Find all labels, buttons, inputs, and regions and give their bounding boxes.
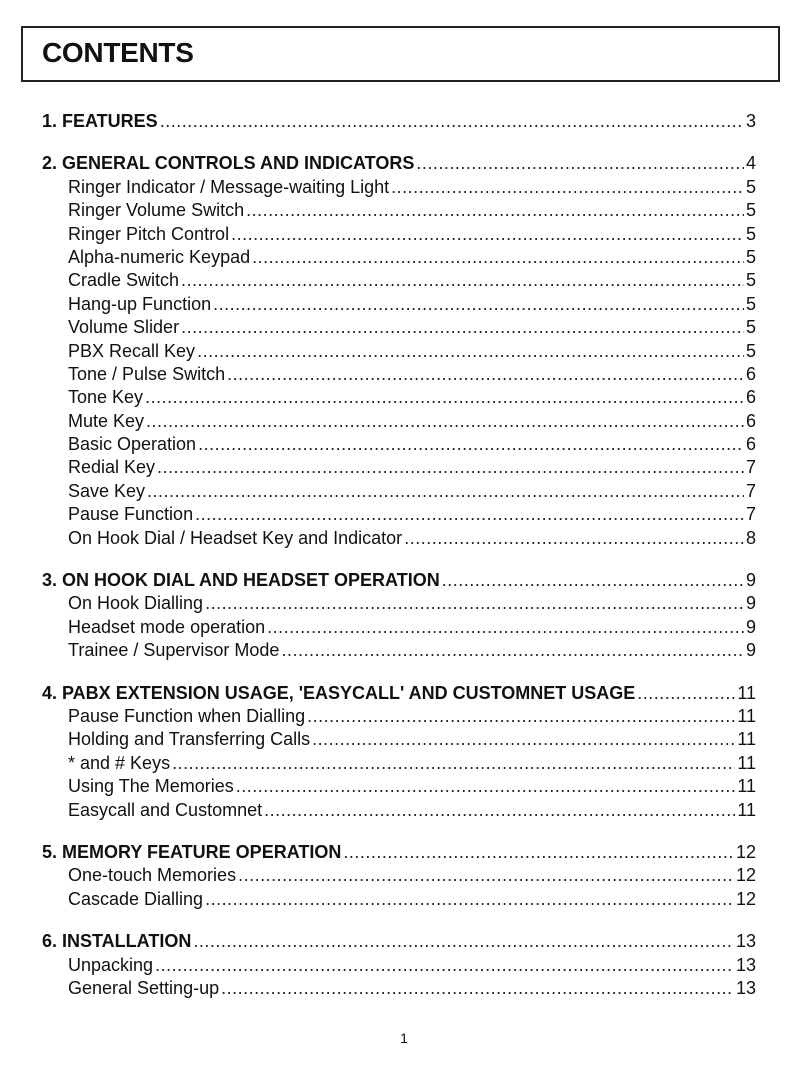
dot-leader: [416, 152, 744, 175]
entry-page: 13: [735, 931, 756, 952]
entry-page: 11: [737, 705, 756, 726]
entry-page: 9: [745, 616, 756, 637]
dot-leader: [198, 433, 744, 456]
toc-item[interactable]: [42, 293, 756, 316]
toc-section: [42, 930, 756, 1000]
entry-label: PBX Recall Key: [68, 340, 196, 361]
dot-leader: [146, 410, 744, 433]
toc-item[interactable]: [42, 527, 756, 550]
toc-item[interactable]: [42, 246, 756, 269]
dot-leader: [312, 728, 735, 751]
toc-section-heading[interactable]: [42, 110, 756, 133]
entry-page: 6: [745, 363, 756, 384]
toc-item[interactable]: [42, 269, 756, 292]
toc-section: [42, 110, 756, 133]
dot-leader: [181, 316, 744, 339]
entry-label: On Hook Dial / Headset Key and Indicator: [68, 527, 403, 548]
entry-label: Basic Operation: [68, 434, 197, 455]
entry-page: 11: [737, 682, 756, 703]
toc-item[interactable]: [42, 340, 756, 363]
toc-item[interactable]: [42, 954, 756, 977]
toc-section-heading[interactable]: [42, 930, 756, 953]
contents-title-box: [21, 26, 780, 82]
toc-section-heading[interactable]: [42, 841, 756, 864]
entry-label: General Setting-up: [68, 977, 220, 998]
toc-item[interactable]: [42, 456, 756, 479]
page-number: 1: [400, 1030, 408, 1046]
entry-page: 11: [737, 729, 756, 750]
dot-leader: [307, 705, 735, 728]
dot-leader: [147, 480, 744, 503]
entry-label: 6. INSTALLATION: [42, 931, 192, 952]
toc-item[interactable]: [42, 639, 756, 662]
toc-section: [42, 841, 756, 911]
entry-page: 11: [737, 776, 756, 797]
dot-leader: [267, 616, 744, 639]
dot-leader: [238, 864, 734, 887]
dot-leader: [172, 752, 735, 775]
toc-item[interactable]: [42, 616, 756, 639]
entry-label: Redial Key: [68, 457, 156, 478]
entry-label: Ringer Volume Switch: [68, 200, 245, 221]
dot-leader: [264, 799, 735, 822]
dot-leader: [246, 199, 744, 222]
entry-label: On Hook Dialling: [68, 593, 204, 614]
entry-label: Hang-up Function: [68, 293, 212, 314]
dot-leader: [157, 456, 744, 479]
entry-page: 12: [735, 841, 756, 862]
entry-page: 5: [745, 317, 756, 338]
entry-label: Mute Key: [68, 410, 145, 431]
toc-section-heading[interactable]: [42, 569, 756, 592]
entry-label: Ringer Pitch Control: [68, 223, 230, 244]
dot-leader: [155, 954, 734, 977]
entry-label: Tone Key: [68, 387, 144, 408]
entry-page: 13: [735, 977, 756, 998]
dot-leader: [160, 110, 744, 133]
toc-item[interactable]: [42, 775, 756, 798]
toc-item[interactable]: [42, 728, 756, 751]
entry-page: 6: [745, 410, 756, 431]
toc-item[interactable]: [42, 433, 756, 456]
toc-item[interactable]: [42, 199, 756, 222]
dot-leader: [252, 246, 744, 269]
entry-page: 13: [735, 954, 756, 975]
dot-leader: [205, 888, 734, 911]
dot-leader: [181, 269, 744, 292]
entry-label: Unpacking: [68, 954, 154, 975]
toc-item[interactable]: [42, 410, 756, 433]
toc-item[interactable]: [42, 799, 756, 822]
toc-section-heading[interactable]: [42, 682, 756, 705]
entry-page: 9: [745, 570, 756, 591]
dot-leader: [193, 930, 734, 953]
entry-page: 11: [737, 799, 756, 820]
dot-leader: [231, 223, 744, 246]
dot-leader: [221, 977, 734, 1000]
entry-label: Tone / Pulse Switch: [68, 363, 226, 384]
dot-leader: [281, 639, 744, 662]
dot-leader: [197, 340, 744, 363]
entry-page: 3: [745, 111, 756, 131]
entry-page: 11: [737, 752, 756, 773]
entry-page: 9: [745, 593, 756, 614]
toc-item[interactable]: [42, 223, 756, 246]
toc-section-heading[interactable]: [42, 152, 756, 175]
toc-item[interactable]: [42, 386, 756, 409]
entry-page: 4: [745, 153, 756, 174]
entry-label: * and # Keys: [68, 752, 171, 773]
entry-page: 5: [745, 200, 756, 221]
entry-label: Easycall and Customnet: [68, 799, 263, 820]
toc-section: [42, 569, 756, 663]
entry-label: Headset mode operation: [68, 616, 266, 637]
entry-page: 7: [745, 480, 756, 501]
entry-page: 5: [745, 223, 756, 244]
entry-label: One-touch Memories: [68, 865, 237, 886]
entry-label: Volume Slider: [68, 317, 180, 338]
toc-item[interactable]: [42, 316, 756, 339]
entry-page: 5: [745, 270, 756, 291]
toc-item[interactable]: [42, 503, 756, 526]
toc-item[interactable]: [42, 363, 756, 386]
entry-page: 8: [745, 527, 756, 548]
entry-page: 12: [735, 865, 756, 886]
entry-label: Save Key: [68, 480, 146, 501]
entry-label: Cradle Switch: [68, 270, 180, 291]
entry-page: 7: [745, 504, 756, 525]
entry-label: Pause Function: [68, 504, 194, 525]
dot-leader: [404, 527, 744, 550]
dot-leader: [227, 363, 744, 386]
dot-leader: [637, 682, 735, 705]
toc-item[interactable]: [42, 592, 756, 615]
entry-page: 5: [745, 340, 756, 361]
entry-label: 2. GENERAL CONTROLS AND INDICATORS: [42, 153, 415, 174]
entry-label: Cascade Dialling: [68, 888, 204, 909]
entry-page: 6: [745, 387, 756, 408]
entry-page: 5: [745, 246, 756, 267]
toc-section: [42, 682, 756, 822]
page-title: CONTENTS: [42, 37, 194, 68]
entry-page: 9: [745, 640, 756, 661]
entry-label: 5. MEMORY FEATURE OPERATION: [42, 841, 342, 862]
entry-label: Trainee / Supervisor Mode: [68, 640, 280, 661]
toc-item[interactable]: [42, 977, 756, 1000]
dot-leader: [195, 503, 744, 526]
toc-item[interactable]: [42, 752, 756, 775]
dot-leader: [343, 841, 734, 864]
entry-label: 4. PABX EXTENSION USAGE, 'EASYCALL' AND CUSTOMNET USAGE: [42, 682, 636, 703]
toc-item[interactable]: [42, 864, 756, 887]
entry-page: 5: [745, 176, 756, 197]
dot-leader: [213, 293, 744, 316]
entry-page: 7: [745, 457, 756, 478]
entry-label: Ringer Indicator / Message-waiting Light: [68, 176, 390, 197]
entry-label: 1. FEATURES: [42, 111, 158, 131]
toc-item[interactable]: [42, 888, 756, 911]
dot-leader: [205, 592, 744, 615]
entry-page: 6: [745, 434, 756, 455]
toc-section: [42, 152, 756, 550]
entry-page: 5: [745, 293, 756, 314]
table-of-contents: [42, 110, 756, 1019]
dot-leader: [236, 775, 736, 798]
entry-label: Using The Memories: [68, 776, 234, 797]
toc-item[interactable]: [42, 480, 756, 503]
dot-leader: [145, 386, 744, 409]
entry-label: Pause Function when Dialling: [68, 705, 306, 726]
toc-item[interactable]: [42, 705, 756, 728]
entry-label: Holding and Transferring Calls: [68, 729, 311, 750]
entry-page: 12: [735, 888, 756, 909]
dot-leader: [391, 176, 744, 199]
entry-label: 3. ON HOOK DIAL AND HEADSET OPERATION: [42, 570, 440, 591]
dot-leader: [442, 569, 744, 592]
entry-label: Alpha-numeric Keypad: [68, 246, 251, 267]
toc-item[interactable]: [42, 176, 756, 199]
